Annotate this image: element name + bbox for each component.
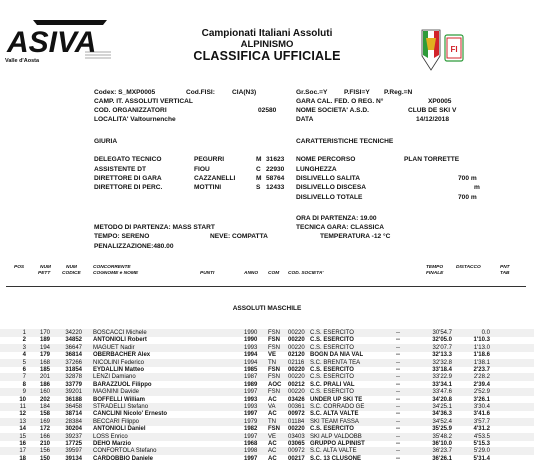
- cell-soc: C.S. ESERCITO: [310, 426, 354, 433]
- cell-pos: 17: [19, 448, 26, 455]
- cell-dash: --: [396, 433, 400, 440]
- col-concorrente-1: CONCORRENTE: [93, 265, 131, 270]
- cell-cod: 00220: [288, 330, 305, 336]
- cell-cod: 00220: [288, 337, 305, 344]
- col-tempo-1: TEMPO: [426, 265, 444, 270]
- svg-text:Valle d'Aosta: Valle d'Aosta: [5, 58, 40, 64]
- cell-name: OBERBACHER Alex: [93, 352, 151, 359]
- cell-anno: 1993: [244, 344, 258, 351]
- cell-com: FSN: [268, 337, 280, 344]
- dislivello-discesa-value: m: [474, 184, 480, 191]
- cell-name: STRADELLI Stefano: [93, 404, 149, 410]
- delegato-code: 31623: [266, 156, 285, 163]
- col-cod-societa: COD. SOCIETA': [288, 271, 324, 276]
- dir-gara-sex: M: [256, 175, 262, 182]
- cell-dash: --: [396, 352, 400, 359]
- cell-com: FSN: [268, 367, 280, 373]
- cell-dash: --: [396, 389, 400, 396]
- cell-com: AC: [268, 455, 277, 462]
- localita: LOCALITA' Valtournenche: [94, 116, 176, 123]
- cell-codice: 39201: [65, 389, 82, 396]
- cell-dist: 0.0: [481, 330, 490, 336]
- cell-dist: 4'31.2: [473, 426, 490, 433]
- cell-anno: 1990: [244, 337, 258, 344]
- cell-tempo: 34'20.8: [432, 396, 452, 403]
- discipline-title: ALPINISMO: [240, 39, 294, 50]
- cell-soc: S.C. CORRADO GE: [310, 404, 365, 410]
- cell-pett: 184: [39, 404, 50, 410]
- data-label: DATA: [296, 116, 314, 123]
- cell-tempo: 33'47.6: [432, 389, 452, 396]
- cell-soc: GRUPPO ALPINIST: [310, 441, 365, 447]
- cell-com: AC: [268, 441, 277, 447]
- dislivello-salita-label: DISLIVELLO SALITA: [296, 175, 360, 182]
- cell-pos: 11: [19, 404, 26, 410]
- cell-codice: 39134: [65, 455, 82, 462]
- cell-pos: 7: [22, 374, 26, 381]
- cell-pett: 189: [39, 337, 50, 344]
- dir-perc-label: DIRETTORE DI PERC.: [94, 184, 163, 191]
- cell-anno: 1994: [244, 352, 258, 359]
- gara-cal-value: XP0005: [428, 98, 452, 105]
- p-reg: P.Reg.=N: [384, 89, 413, 96]
- cell-cod: 01184: [288, 418, 305, 425]
- cell-pett: 160: [39, 389, 50, 396]
- cell-pos: 10: [19, 396, 26, 403]
- cell-soc: SKI ALP VALDOBB: [310, 433, 362, 440]
- cell-name: BOFFELLI William: [93, 396, 145, 403]
- dislivello-totale-value: 700 m: [458, 194, 477, 201]
- delegato-sex: M: [256, 156, 262, 163]
- cell-cod: 00220: [288, 374, 305, 381]
- cell-codice: 39237: [65, 433, 82, 440]
- cell-anno: 1968: [244, 441, 258, 447]
- dislivello-discesa-label: DISLIVELLO DISCESA: [296, 184, 366, 191]
- cell-dist: 2'52.9: [473, 389, 490, 396]
- cell-com: AC: [268, 448, 277, 455]
- cell-pos: 13: [19, 418, 26, 425]
- cell-dist: 5'15.3: [473, 441, 490, 447]
- cell-dist: 3'41.6: [473, 411, 490, 418]
- cell-pos: 3: [22, 344, 26, 351]
- cell-anno: 1979: [244, 418, 258, 425]
- cell-soc: C.S. ESERCITO: [310, 344, 354, 351]
- cell-tempo: 32'13.3: [432, 352, 452, 359]
- cell-name: LOSS Enrico: [93, 433, 128, 440]
- cell-anno: 1993: [244, 396, 258, 403]
- cell-pett: 168: [39, 359, 50, 366]
- gara-cal-label: GARA CAL. FED. O REG. N°: [296, 98, 384, 105]
- dislivello-salita-value: 700 m: [458, 175, 477, 182]
- cell-cod: 00220: [288, 389, 305, 396]
- cell-dash: --: [396, 374, 400, 381]
- cell-anno: 1982: [244, 426, 258, 433]
- cod-org-value: 02580: [258, 107, 277, 114]
- cell-com: FSN: [268, 330, 280, 336]
- assistente-sex: C: [256, 166, 261, 173]
- penalizzazione: PENALIZZAZIONE:480.00: [94, 243, 174, 250]
- cell-cod: 00220: [288, 367, 305, 373]
- cell-codice: 38714: [65, 411, 82, 418]
- cell-cod: 03403: [288, 433, 305, 440]
- cell-tempo: 33'34.1: [432, 381, 452, 388]
- cell-cod: 00212: [288, 381, 305, 388]
- section-title: ASSOLUTI MASCHILE: [232, 305, 302, 312]
- codex: Codex: S_MXP0005: [94, 89, 156, 96]
- header-divider: [6, 286, 526, 287]
- cell-tempo: 36'26.1: [432, 455, 452, 462]
- assistente-name: FIOU: [194, 166, 210, 173]
- dir-perc-sex: S: [256, 184, 261, 191]
- tecnica-gara: TECNICA GARA: CLASSICA: [296, 224, 385, 231]
- cell-pett: 186: [39, 381, 50, 388]
- col-num-codice-2: CODICE: [62, 271, 81, 276]
- cell-codice: 31854: [65, 367, 82, 373]
- cell-pos: 2: [22, 337, 26, 344]
- cell-com: FSN: [268, 389, 280, 396]
- cell-pett: 172: [39, 426, 50, 433]
- dir-gara-name: CAZZANELLI: [194, 175, 236, 182]
- cell-pett: 185: [39, 367, 50, 373]
- delegato-label: DELEGATO TECNICO: [94, 156, 162, 163]
- cell-anno: 1993: [244, 404, 258, 410]
- cell-com: AC: [268, 411, 277, 418]
- cell-pos: 9: [22, 389, 26, 396]
- cell-pett: 210: [39, 441, 50, 447]
- cell-pett: 169: [39, 418, 50, 425]
- data-value: 14/12/2018: [416, 116, 450, 123]
- cell-pett: 156: [39, 448, 50, 455]
- cell-pos: 8: [22, 381, 26, 388]
- temperatura: TEMPERATURA -12 °C: [320, 233, 391, 240]
- cell-pos: 18: [19, 455, 26, 462]
- cell-dash: --: [396, 359, 400, 366]
- cell-dist: 2'28.2: [473, 374, 490, 381]
- cell-tempo: 36'10.0: [432, 441, 452, 447]
- col-pnt-2: TAB: [500, 271, 510, 276]
- cell-com: AC: [268, 396, 277, 403]
- cell-pos: 4: [22, 352, 26, 359]
- cell-soc: UNDER UP SKI TE: [310, 396, 363, 403]
- cell-anno: 1985: [244, 367, 258, 373]
- cell-name: EYDALLIN Matteo: [93, 367, 144, 373]
- cell-dist: 1'13.0: [473, 344, 490, 351]
- cell-dist: 5'29.0: [473, 448, 490, 455]
- cell-tempo: 30'54.7: [432, 330, 452, 336]
- col-punti: PUNTI: [200, 271, 215, 276]
- cell-tempo: 32'32.8: [432, 359, 452, 366]
- cell-codice: 34220: [65, 330, 82, 336]
- cell-com: VE: [268, 352, 277, 359]
- cell-dist: 3'57.7: [473, 418, 490, 425]
- cell-tempo: 34'52.4: [432, 418, 452, 425]
- cell-pos: 14: [19, 426, 26, 433]
- cell-codice: 17725: [65, 441, 82, 447]
- cell-tempo: 32'05.0: [432, 337, 452, 344]
- dir-gara-code: 58764: [266, 175, 285, 182]
- cell-com: AOC: [268, 381, 282, 388]
- cell-cod: 00217: [288, 455, 305, 462]
- cell-cod: 00361: [288, 404, 305, 410]
- cell-dist: 1'10.3: [473, 337, 490, 344]
- tempo-meteo: TEMPO: SERENO: [94, 233, 150, 240]
- cell-pett: 158: [39, 411, 50, 418]
- cell-dash: --: [396, 418, 400, 425]
- dir-gara-label: DIRETTORE DI GARA: [94, 175, 162, 182]
- cell-soc: S.C. ALTA VALTE: [310, 448, 357, 455]
- cell-com: TN: [268, 359, 276, 366]
- cell-name: CANCLINI Nicolo' Ernesto: [93, 411, 168, 418]
- cell-cod: 02116: [288, 359, 305, 366]
- cell-name: DEHO Marzio: [93, 441, 132, 447]
- delegato-name: PEGURRI: [194, 156, 225, 163]
- lunghezza: LUNGHEZZA: [296, 166, 337, 173]
- cell-name: MAGUET Nadir: [93, 344, 135, 351]
- cell-anno: 1997: [244, 433, 258, 440]
- col-pos: POS: [14, 265, 25, 270]
- caratteristiche: CARATTERISTICHE TECNICHE: [296, 138, 394, 145]
- col-distacco: DISTACCO: [456, 265, 481, 270]
- cell-anno: 1990: [244, 330, 258, 336]
- cell-com: FSN: [268, 374, 280, 381]
- svg-text:ASIVA: ASIVA: [7, 26, 97, 59]
- cell-dist: 1'18.6: [473, 352, 490, 359]
- cell-codice: 28384: [65, 418, 82, 425]
- cell-name: MAGNINI Davide: [93, 389, 140, 396]
- table-row: [0, 455, 534, 462]
- cell-com: FSN: [268, 344, 280, 351]
- cell-com: VE: [268, 433, 277, 440]
- cell-codice: 36647: [65, 344, 82, 351]
- cell-name: LENZI Damiano: [93, 374, 136, 381]
- cell-pos: 1: [22, 330, 26, 336]
- cell-pett: 166: [39, 433, 50, 440]
- svg-text:FI: FI: [450, 45, 458, 54]
- cell-anno: 1998: [244, 448, 258, 455]
- cell-soc: S.C. 13 CLUSONE: [310, 455, 362, 462]
- cia: CIA(N3): [232, 89, 257, 96]
- assistente-code: 22930: [266, 166, 285, 173]
- cell-soc: BOGN DA NIA VAL: [310, 352, 364, 359]
- cell-soc: C.S. ESERCITO: [310, 330, 354, 336]
- cell-pos: 5: [22, 359, 26, 366]
- cell-name: CONFORTOLA Stefano: [93, 448, 157, 455]
- cell-codice: 36814: [65, 352, 82, 359]
- cell-soc: C.S. ESERCITO: [310, 367, 354, 373]
- cell-name: ANTONIOLI Daniel: [93, 426, 146, 433]
- cell-dash: --: [396, 441, 400, 447]
- camp: CAMP. IT. ASSOLUTI VERTICAL: [94, 98, 193, 105]
- cell-dash: --: [396, 381, 400, 388]
- cell-soc: S.C. BRENTA TEA: [310, 359, 361, 366]
- cell-name: BOSCACCI Michele: [93, 330, 147, 336]
- cell-pett: 179: [39, 352, 50, 359]
- cell-dist: 2'39.4: [473, 381, 490, 388]
- cell-tempo: 35'48.2: [432, 433, 452, 440]
- cell-dash: --: [396, 330, 400, 336]
- cell-codice: 36188: [65, 396, 82, 403]
- cell-codice: 36458: [65, 404, 82, 410]
- cell-name: BECCARI Filippo: [93, 418, 140, 425]
- cell-pett: 150: [39, 455, 50, 462]
- cell-soc: S.C. PRALI VAL: [310, 381, 355, 388]
- cell-soc: SKI TEAM FASSA: [310, 418, 359, 425]
- cell-dash: --: [396, 396, 400, 403]
- cell-cod: 03426: [288, 396, 305, 403]
- cell-com: FSN: [268, 426, 280, 433]
- cell-anno: 1997: [244, 455, 258, 462]
- cell-pett: 194: [39, 344, 50, 351]
- cell-soc: C.S. ESERCITO: [310, 337, 354, 344]
- giuria: GIURIA: [94, 138, 118, 145]
- cell-dash: --: [396, 448, 400, 455]
- col-pnt-1: PNT: [500, 265, 510, 270]
- cell-dist: 4'53.5: [473, 433, 490, 440]
- cell-cod: 02120: [288, 352, 305, 359]
- cell-com: VA: [268, 404, 276, 410]
- metodo-partenza: METODO DI PARTENZA: MASS START: [94, 224, 215, 231]
- cell-anno: 1987: [244, 374, 258, 381]
- col-num-pett-1: NUM: [40, 265, 51, 270]
- cell-name: BARAZZUOL Filippo: [93, 381, 152, 388]
- cell-dash: --: [396, 367, 400, 373]
- cell-cod: 00972: [288, 411, 305, 418]
- championship-title: Campionati Italiani Assoluti: [201, 28, 333, 39]
- cell-dash: --: [396, 426, 400, 433]
- col-tempo-2: FINALE: [426, 271, 444, 276]
- cod-org-label: COD. ORGANIZZATORI: [94, 107, 167, 114]
- p-fisi: P.FISI=Y: [344, 89, 370, 96]
- cell-codice: 34852: [65, 337, 82, 344]
- cell-com: TN: [268, 418, 276, 425]
- cell-pett: 202: [39, 396, 50, 403]
- cell-tempo: 35'25.9: [432, 426, 452, 433]
- cell-name: NICOLINI Federico: [93, 359, 145, 366]
- cell-pett: 170: [39, 330, 50, 336]
- nome-perc-value: PLAN TORRETTE: [404, 156, 460, 163]
- nome-soc-value: CLUB DE SKI V: [408, 107, 457, 114]
- gr-soc: Gr.Soc.=Y: [296, 89, 328, 96]
- cell-soc: C.S. ESERCITO: [310, 389, 354, 396]
- cell-dash: --: [396, 455, 400, 462]
- cell-tempo: 32'07.7: [432, 344, 452, 351]
- cell-dist: 1'38.1: [473, 359, 490, 366]
- assistente-label: ASSISTENTE DT: [94, 166, 147, 173]
- cell-pos: 12: [19, 411, 26, 418]
- cell-soc: C.S. ESERCITO: [310, 374, 354, 381]
- cell-pett: 201: [39, 374, 50, 381]
- cell-anno: 1989: [244, 381, 258, 388]
- cell-codice: 30204: [65, 426, 82, 433]
- cell-dist: 5'31.4: [473, 455, 490, 462]
- cell-pos: 16: [19, 441, 26, 447]
- cell-tempo: 34'36.3: [432, 411, 452, 418]
- cell-anno: 1997: [244, 411, 258, 418]
- nome-perc-label: NOME PERCORSO: [296, 156, 356, 163]
- cell-pos: 6: [22, 367, 26, 373]
- cell-dash: --: [396, 411, 400, 418]
- cell-codice: 32878: [65, 374, 82, 381]
- ora-partenza: ORA DI PARTENZA: 19.00: [296, 215, 377, 222]
- cell-name: ANTONIOLI Robert: [93, 337, 147, 344]
- cell-dist: 3'30.4: [473, 404, 490, 410]
- col-concorrente-2: COGNOME e NOME: [93, 271, 139, 276]
- dir-perc-name: MOTTINI: [194, 184, 222, 191]
- cell-cod: 00220: [288, 426, 305, 433]
- cell-tempo: 33'18.4: [432, 367, 452, 373]
- cell-dash: --: [396, 344, 400, 351]
- cell-codice: 33779: [65, 381, 82, 388]
- col-num-pett-2: PETT: [38, 271, 51, 276]
- nome-soc-label: NOME SOCIETA' A.S.D.: [296, 107, 370, 114]
- cell-dist: 3'26.1: [473, 396, 490, 403]
- cell-tempo: 33'22.9: [432, 374, 452, 381]
- neve: NEVE: COMPATTA: [210, 233, 268, 240]
- cell-dash: --: [396, 404, 400, 410]
- cell-tempo: 36'23.7: [432, 448, 452, 455]
- cod-fisi: Cod.FISI:: [186, 89, 215, 96]
- col-num-codice-1: NUM: [66, 265, 77, 270]
- cell-cod: 00220: [288, 344, 305, 351]
- classification-title: CLASSIFICA UFFICIALE: [193, 49, 341, 63]
- col-com: COM: [268, 271, 280, 276]
- cell-cod: 03065: [288, 441, 305, 447]
- col-anno: ANNO: [244, 271, 259, 276]
- cell-dash: --: [396, 337, 400, 344]
- dir-perc-code: 12433: [266, 184, 285, 191]
- cell-soc: S.C. ALTA VALTE: [310, 411, 359, 418]
- cell-name: CARDOBBIO Daniele: [93, 455, 154, 462]
- cell-tempo: 34'25.1: [432, 404, 452, 410]
- cell-pos: 15: [19, 433, 26, 440]
- cell-anno: 1997: [244, 389, 258, 396]
- cell-codice: 37266: [65, 359, 82, 366]
- dislivello-totale-label: DISLIVELLO TOTALE: [296, 194, 363, 201]
- cell-dist: 2'23.7: [473, 367, 490, 373]
- cell-cod: 00972: [288, 448, 305, 455]
- cell-anno: 1994: [244, 359, 258, 366]
- cell-codice: 39597: [65, 448, 82, 455]
